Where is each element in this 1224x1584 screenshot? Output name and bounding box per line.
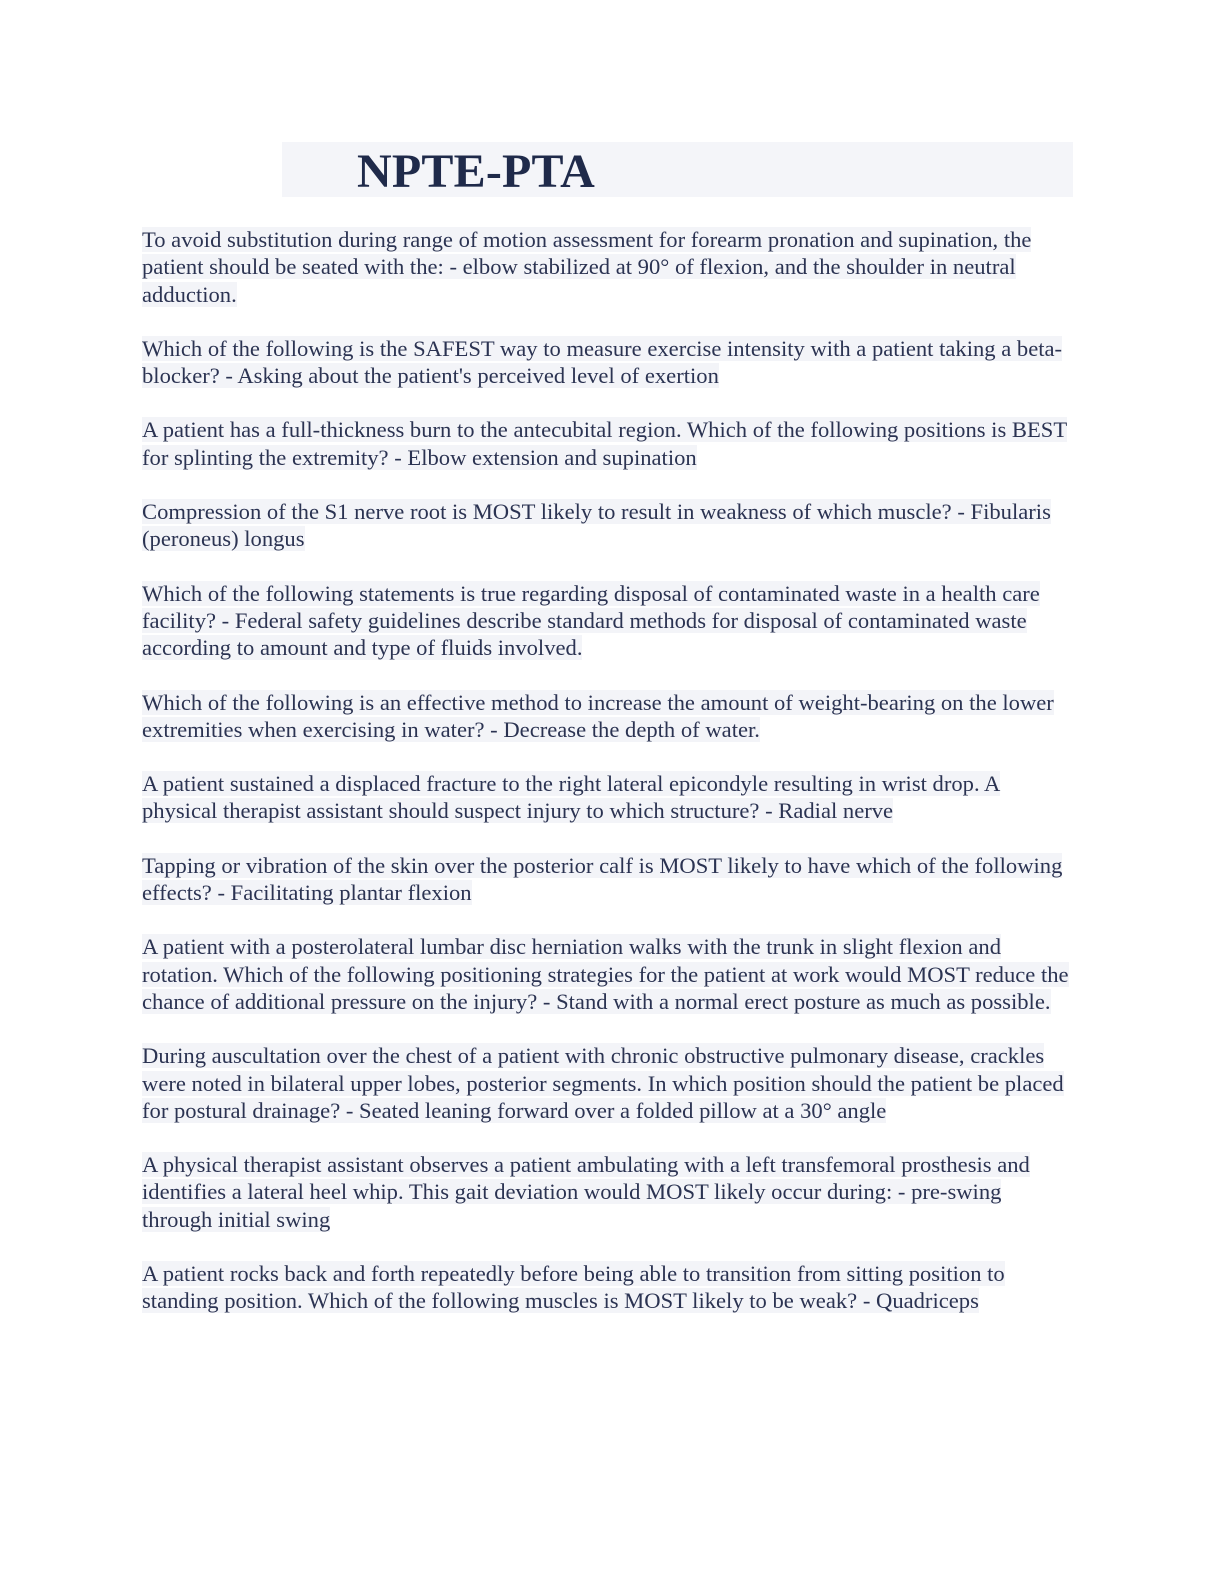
- document-title: NPTE-PTA: [357, 145, 596, 198]
- qa-item: [142, 1151, 1072, 1233]
- qa-item: [142, 226, 1072, 308]
- qa-item: [142, 689, 1072, 744]
- qa-text: During auscultation over the chest of a patient with chronic obstructive pulmonary disease, crackles were noted in bilateral upper lobes, posterior segments. In which position should the patient be placed for postural drainage? - Seated leaning forward over a folded pillow at a 30° angle: [142, 1043, 1064, 1123]
- qa-item: [142, 770, 1072, 825]
- qa-item: [142, 416, 1072, 471]
- qa-text: Tapping or vibration of the skin over the posterior calf is MOST likely to have which of the following effects? - Facilitating plantar flexion: [142, 852, 1063, 906]
- qa-item: [142, 580, 1072, 662]
- qa-list: [142, 226, 1072, 1342]
- qa-item: [142, 852, 1072, 907]
- qa-text: A patient has a full-thickness burn to the antecubital region. Which of the following positions is BEST for splinting the extremity? - Elbow extension and supination: [142, 417, 1068, 470]
- qa-text: A patient with a posterolateral lumbar disc herniation walks with the trunk in slight flexion and rotation. Which of the following positioning strategies for the patient at work would MOST reduce the chance of additional pressure on the injury? - Stand with a normal erect posture as much as possible.: [142, 934, 1069, 1014]
- qa-item: [142, 498, 1072, 553]
- qa-text: A patient sustained a displaced fracture to the right lateral epicondyle resulting in wrist drop. A physical therapist assistant should suspect injury to which structure? - Radial nerve: [142, 771, 1001, 824]
- qa-text: Which of the following is an effective method to increase the amount of weight-bearing on the lower extremities when exercising in water? - Decrease the depth of water.: [142, 689, 1054, 742]
- title-banner: [282, 142, 1073, 197]
- qa-text: A patient rocks back and forth repeatedly before being able to transition from sitting position to standing position. Which of the following muscles is MOST likely to be weak? - Quadriceps: [142, 1261, 1005, 1314]
- qa-text: A physical therapist assistant observes a patient ambulating with a left transfemoral prosthesis and identifies a lateral heel whip. This gait deviation would MOST likely occur during: - pre-swing through initial swing: [142, 1152, 1030, 1232]
- qa-text: Compression of the S1 nerve root is MOST likely to result in weakness of which muscle? - Fibularis (peroneus) longus: [142, 499, 1051, 552]
- qa-item: [142, 933, 1072, 1015]
- qa-text: Which of the following is the SAFEST way to measure exercise intensity with a patient taking a beta-blocker? - Asking about the patient's perceived level of exertion: [142, 335, 1063, 389]
- qa-item: [142, 1260, 1072, 1315]
- qa-text: Which of the following statements is true regarding disposal of contaminated waste in a health care facility? - Federal safety guidelines describe standard methods for disposal of contaminated waste according to amount and type of fluids involved.: [142, 580, 1040, 661]
- qa-item: [142, 335, 1072, 390]
- qa-item: [142, 1042, 1072, 1124]
- qa-text: To avoid substitution during range of motion assessment for forearm pronation and supination, the patient should be seated with the: - elbow stabilized at 90° of flexion, and the shoulder in neutral adduction.: [142, 227, 1032, 307]
